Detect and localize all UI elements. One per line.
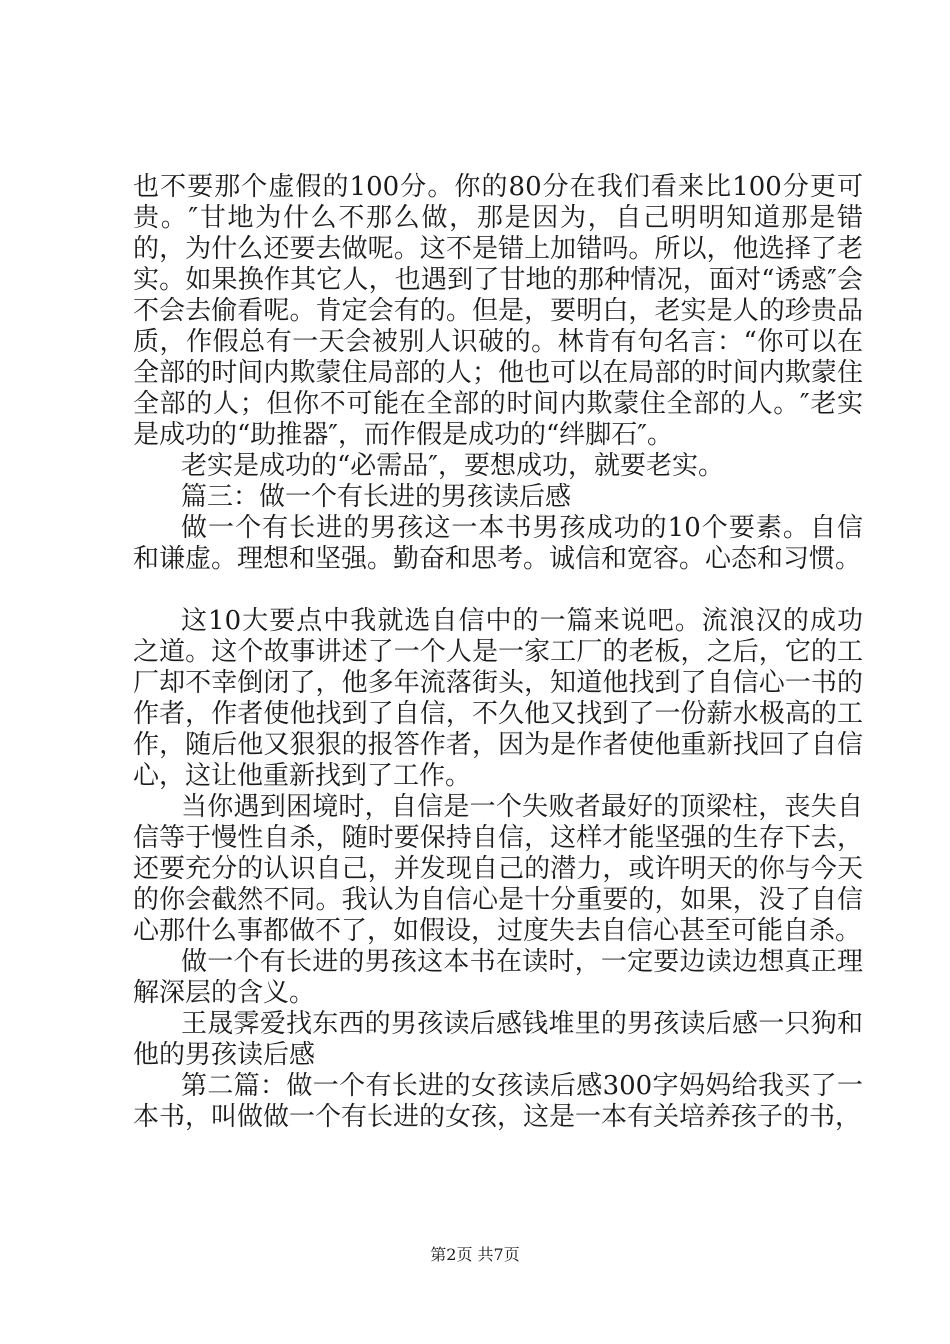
paragraph: 这10大要点中我就选自信中的一篇来说吧。流浪汉的成功之道。这个故事讲述了一个人是一家工厂的老板，之后，它的工厂却不幸倒闭了，他多年流落街头，知道他找到了自信心一书的作者，作者使他找到了自信，不久他又找到了一份薪水极高的工作，随后他又狠狠的报答作者，因为是作者使他重新找回了自信心，这让他重新找到了工作。 xyxy=(133,606,863,791)
section-heading: 篇三：做一个有长进的男孩读后感 xyxy=(181,482,572,512)
body-text xyxy=(133,172,863,1133)
paragraph: 老实是成功的“必需品″，要想成功，就要老实。 xyxy=(181,451,725,481)
blank-line xyxy=(133,575,863,606)
page-footer: 第2页 共7页 xyxy=(430,1245,520,1264)
paragraph: 做一个有长进的男孩这本书在读时，一定要边读边想真正理解深层的含义。 xyxy=(133,947,863,1008)
paragraph: 当你遇到困境时，自信是一个失败者最好的顶梁柱，丧失自信等于慢性自杀，随时要保持自信，这样才能坚强的生存下去，还要充分的认识自己，并发现自己的潜力，或许明天的你与今天的你会截然不同。我认为自信心是十分重要的，如果，没了自信心那什么事都做不了，如假设，过度失去自信心甚至可能自杀。 xyxy=(133,792,863,946)
paragraph: 王晟霁爱找东西的男孩读后感钱堆里的男孩读后感一只狗和他的男孩读后感 xyxy=(133,1009,863,1070)
paragraph: 第二篇：做一个有长进的女孩读后感300字妈妈给我买了一本书，叫做做一个有长进的女孩，这是一本有关培养孩子的书， xyxy=(133,1071,863,1132)
paragraph: 做一个有长进的男孩这一本书男孩成功的10个要素。自信和谦虚。理想和坚强。勤奋和思考。诚信和宽容。心态和习惯。 xyxy=(133,513,863,574)
paragraph: 也不要那个虚假的100分。你的80分在我们看来比100分更可贵。″甘地为什么不那么做，那是因为，自己明明知道那是错的，为什么还要去做呢。这不是错上加错吗。所以，他选择了老实。如果换作其它人，也遇到了甘地的那种情况，面对“诱惑″会不会去偷看呢。肯定会有的。但是，要明白，老实是人的珍贵品质，作假总有一天会被别人识破的。林肯有句名言：“你可以在全部的时间内欺蒙住局部的人；他也可以在局部的时间内欺蒙住全部的人；但你不可能在全部的时间内欺蒙住全部的人。″老实是成功的“助推器″，而作假是成功的“绊脚石″。 xyxy=(133,172,863,450)
